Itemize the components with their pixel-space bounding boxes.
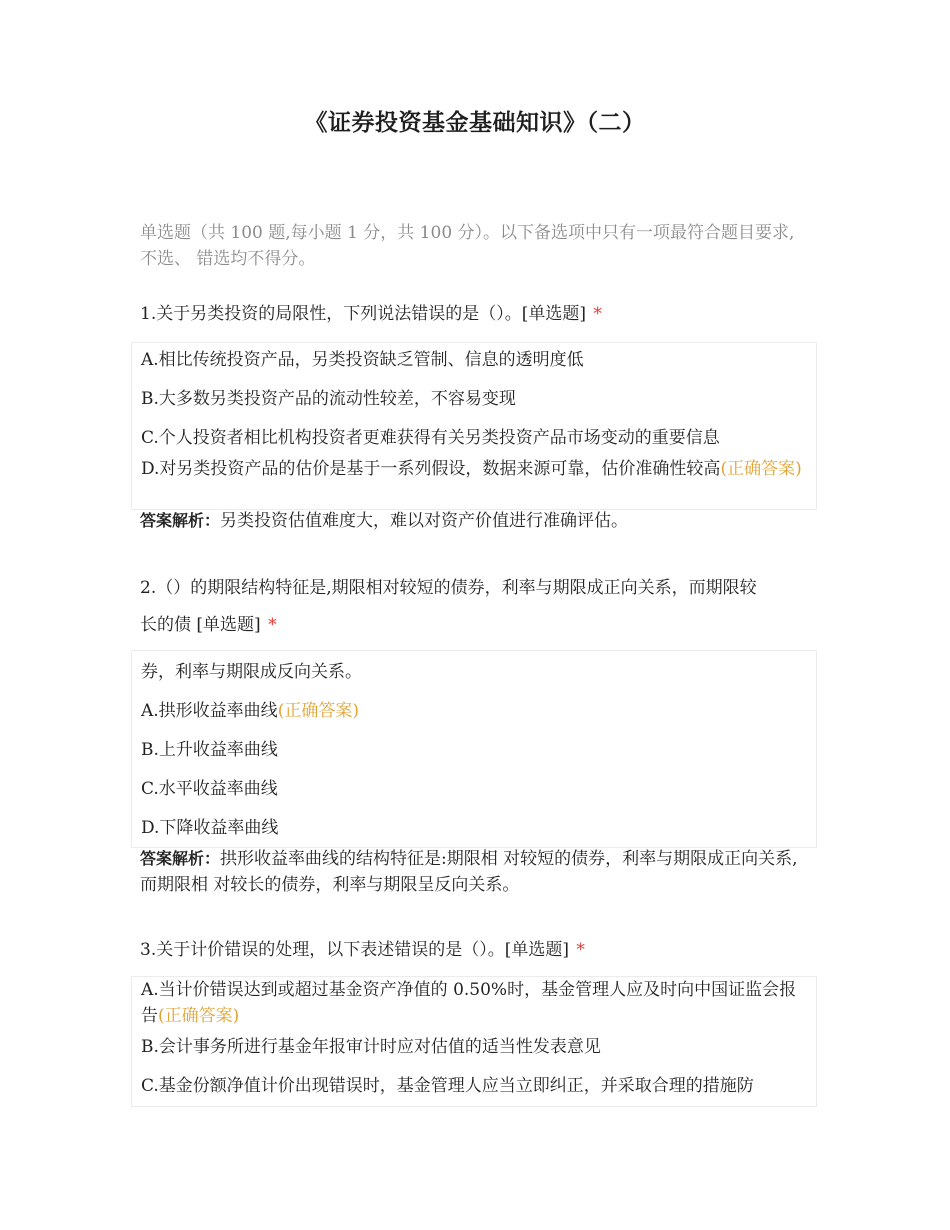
question-2-option-c[interactable]: C.水平收益率曲线: [141, 779, 278, 799]
question-1-option-b[interactable]: B.大多数另类投资产品的流动性较差，不容易变现: [141, 389, 516, 409]
question-2-option-a-text: A.拱形收益率曲线: [141, 701, 278, 721]
correct-answer-tag: (正确答案): [158, 1006, 240, 1026]
question-3-text: 3.关于计价错误的处理，以下表述错误的是（）。[单选题]: [140, 940, 569, 960]
question-1-option-d[interactable]: [141, 456, 806, 482]
section-instructions: 单选题（共 100 题,每小题 1 分，共 100 分）。以下备选项中只有一项最符合题目要求,不选、 错选均不得分。: [140, 223, 795, 269]
question-1-title: [140, 296, 815, 333]
analysis-label: 答案解析：: [140, 511, 221, 530]
page-title: 《证券投资基金基础知识》（二）: [304, 109, 646, 136]
required-mark: *: [268, 615, 277, 635]
question-3-option-a[interactable]: [141, 977, 806, 1029]
question-3-option-a-text: A.当计价错误达到或超过基金资产净值的 0.50%时，基金管理人应及时向中国证监会报告: [141, 980, 797, 1026]
question-2-analysis: [140, 846, 812, 898]
question-3-options: [131, 976, 817, 1107]
question-1-option-c[interactable]: C.个人投资者相比机构投资者更难获得有关另类投资产品市场变动的重要信息: [141, 428, 720, 448]
question-2-title-line2: [140, 607, 815, 644]
question-2-text-line2: 长的债 [单选题]: [140, 615, 261, 635]
question-2-option-d[interactable]: D.下降收益率曲线: [141, 818, 279, 838]
question-3-option-c[interactable]: C.基金份额净值计价出现错误时，基金管理人应当立即纠正，并采取合理的措施防: [141, 1076, 754, 1096]
question-2-option-a[interactable]: [141, 698, 806, 724]
question-1-option-a[interactable]: A.相比传统投资产品，另类投资缺乏管制、信息的透明度低: [141, 350, 584, 370]
question-3-option-b[interactable]: B.会计事务所进行基金年报审计时应对估值的适当性发表意见: [141, 1037, 601, 1057]
question-2-option-b[interactable]: B.上升收益率曲线: [141, 740, 278, 760]
question-1-text: 1.关于另类投资的局限性，下列说法错误的是（）。[单选题]: [140, 304, 586, 324]
question-1-options: [131, 342, 817, 510]
question-1-analysis: [140, 508, 812, 534]
correct-answer-tag: (正确答案): [277, 701, 359, 721]
question-2-text-line1: 2.（）的期限结构特征是,期限相对较短的债券，利率与期限成正向关系，而期限较: [140, 578, 757, 598]
correct-answer-tag: (正确答案): [720, 459, 802, 479]
required-mark: *: [593, 304, 602, 324]
question-1-analysis-text: 另类投资估值难度大，难以对资产价值进行准确评估。: [220, 511, 629, 531]
analysis-label: 答案解析：: [140, 849, 221, 868]
question-2-continuation: 券，利率与期限成反向关系。: [141, 662, 362, 682]
required-mark: *: [576, 940, 585, 960]
question-1-option-d-text: D.对另类投资产品的估价是基于一系列假设，数据来源可靠，估价准确性较高: [141, 459, 721, 479]
question-2-options: [131, 650, 817, 848]
question-3-title: [140, 932, 815, 969]
question-2-analysis-text: 拱形收益率曲线的结构特征是:期限相 对较短的债券，利率与期限成正向关系,而期限相 对较长的债券，利率与期限呈反向关系。: [140, 849, 798, 895]
question-2-title: [140, 570, 815, 644]
